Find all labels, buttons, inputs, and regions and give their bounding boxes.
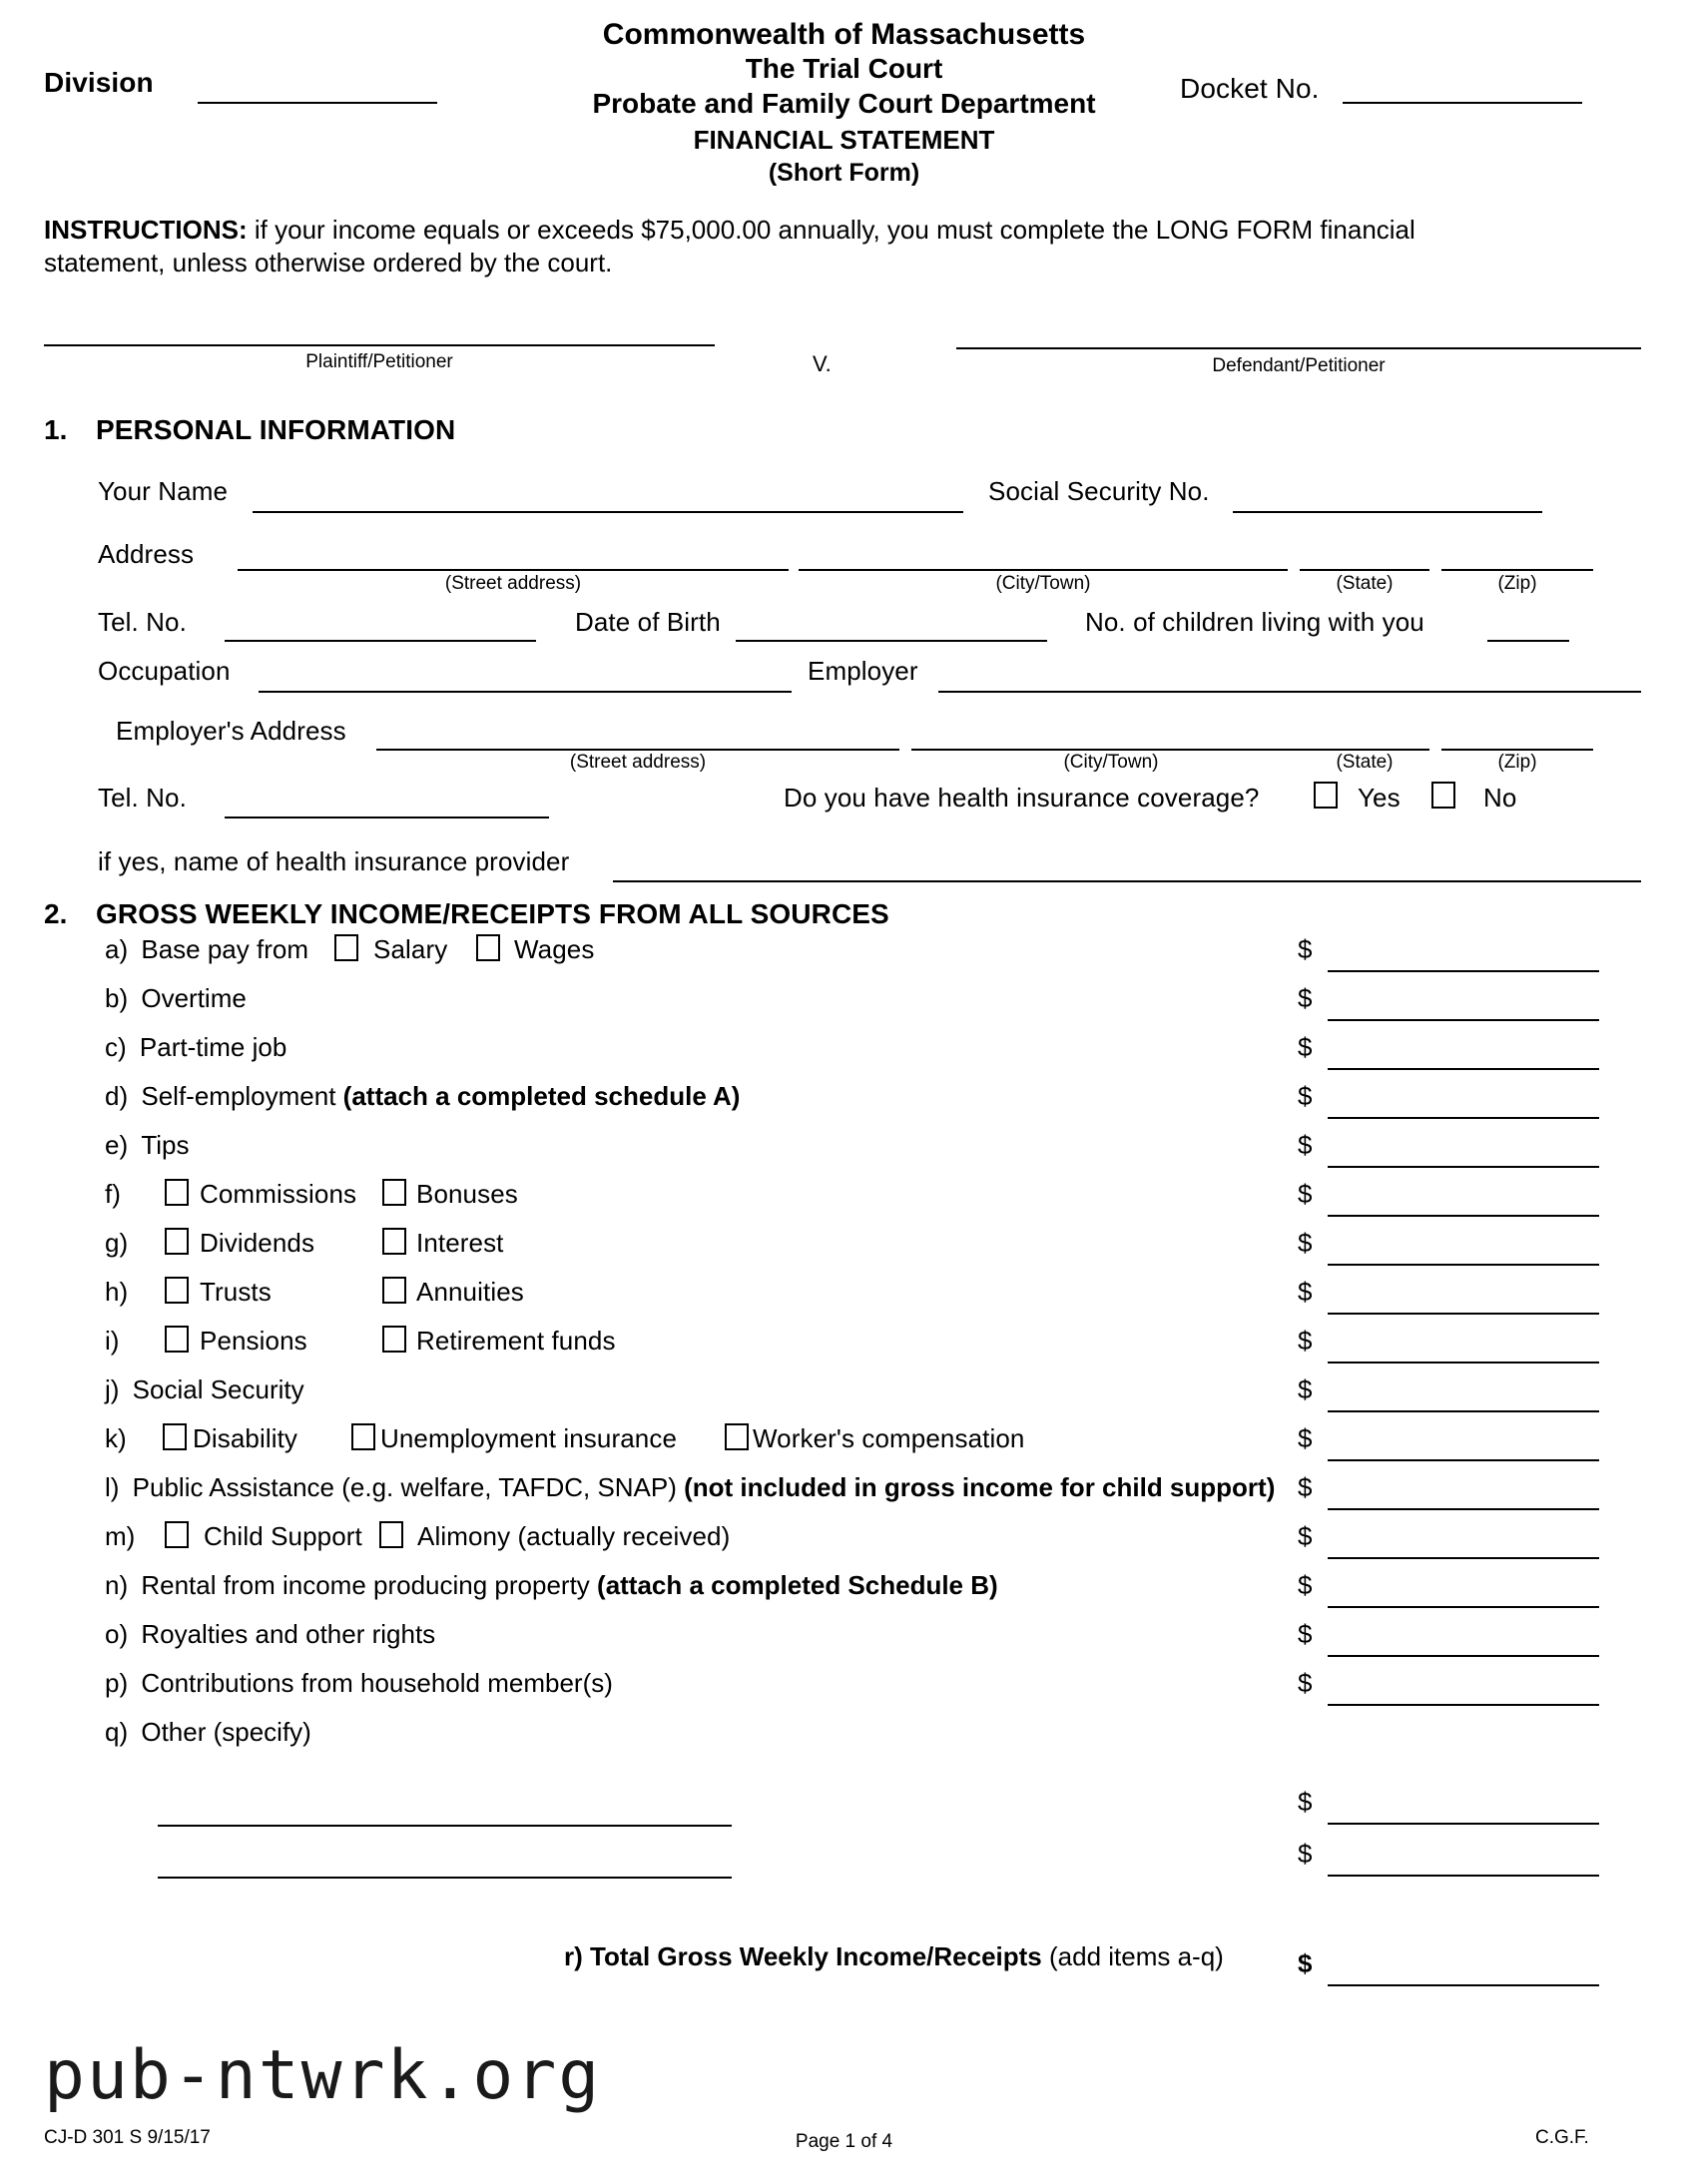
income-row-l-marker: l): [105, 1472, 120, 1502]
income-row-p: [105, 1668, 613, 1699]
court-title-line-1: Commonwealth of Massachusetts: [602, 18, 1086, 51]
amount-input-p[interactable]: [1328, 1704, 1599, 1706]
employer-label: Employer: [808, 656, 918, 686]
salary-checkbox[interactable]: [334, 934, 358, 961]
court-title-line-3: Probate and Family Court Department: [592, 88, 1096, 119]
income-row-q: [105, 1717, 311, 1748]
workers-compensation-label: Worker's compensation: [753, 1423, 1025, 1453]
amount-input-l[interactable]: [1328, 1508, 1599, 1510]
dividends-label: Dividends: [200, 1228, 315, 1258]
amount-input-o[interactable]: [1328, 1655, 1599, 1657]
employer-street-caption: (Street address): [569, 752, 707, 773]
income-row-i-marker: i): [105, 1326, 120, 1356]
disability-label: Disability: [193, 1423, 298, 1453]
amount-dollar-l: $: [1298, 1472, 1313, 1502]
child-support-label: Child Support: [204, 1521, 362, 1551]
income-row-a: [105, 934, 308, 965]
amount-dollar-k: $: [1298, 1423, 1313, 1453]
pensions-checkbox[interactable]: [165, 1326, 189, 1353]
amount-dollar-m: $: [1298, 1521, 1313, 1551]
retirement-funds-checkbox[interactable]: [382, 1326, 406, 1353]
income-row-m-marker: m): [105, 1521, 136, 1551]
income-row-e-text: Tips: [141, 1130, 190, 1160]
amount-input-f[interactable]: [1328, 1215, 1599, 1217]
total-gross-weekly-income-label: r) Total Gross Weekly Income/Receipts: [564, 1941, 1042, 1971]
alimony-label: Alimony (actually received): [417, 1521, 731, 1551]
employer-input-line[interactable]: [938, 691, 1641, 693]
income-row-c-marker: c): [105, 1032, 127, 1062]
amount-input-b[interactable]: [1328, 1019, 1599, 1021]
income-row-b-text: Overtime: [141, 983, 247, 1013]
address-zip-input-line[interactable]: [1441, 569, 1593, 571]
trusts-label: Trusts: [200, 1277, 272, 1307]
address-zip-caption: (Zip): [1497, 573, 1537, 594]
health-insurance-no-checkbox[interactable]: [1431, 782, 1455, 809]
amount-dollar-q2: $: [1298, 1839, 1313, 1869]
address-street-input-line[interactable]: [238, 569, 789, 571]
employer-city-input-line[interactable]: [911, 749, 1311, 751]
address-city-caption: (City/Town): [995, 573, 1091, 594]
income-row-a-marker: a): [105, 934, 129, 964]
income-row-p-text: Contributions from household member(s): [141, 1668, 613, 1698]
income-row-q-marker: q): [105, 1717, 129, 1747]
income-row-l: [105, 1472, 1275, 1503]
amount-input-q2[interactable]: [1328, 1875, 1599, 1877]
amount-input-i[interactable]: [1328, 1362, 1599, 1364]
income-row-a-text: Base pay from: [141, 934, 308, 964]
commissions-checkbox[interactable]: [165, 1179, 189, 1206]
income-row-n-bold: (attach a completed Schedule B): [597, 1570, 998, 1600]
salary-label: Salary: [373, 934, 448, 964]
amount-dollar-f: $: [1298, 1179, 1313, 1209]
amount-dollar-b: $: [1298, 983, 1313, 1013]
amount-input-j[interactable]: [1328, 1410, 1599, 1412]
amount-dollar-c: $: [1298, 1032, 1313, 1062]
income-row-e: [105, 1130, 190, 1161]
income-row-c-text: Part-time job: [139, 1032, 287, 1062]
docket-no-label: Docket No.: [1180, 73, 1320, 104]
address-state-input-line[interactable]: [1300, 569, 1429, 571]
children-count-input-line[interactable]: [1487, 640, 1569, 642]
other-specify-input-line-2[interactable]: [158, 1877, 732, 1879]
amount-input-m[interactable]: [1328, 1557, 1599, 1559]
employer-tel-no-label: Tel. No.: [98, 783, 187, 813]
amount-input-c[interactable]: [1328, 1068, 1599, 1070]
employer-state-caption: (State): [1336, 752, 1394, 773]
watermark-text: pub-ntwrk.org: [44, 2036, 602, 2115]
defendant-input-line[interactable]: [956, 347, 1641, 349]
amount-input-a[interactable]: [1328, 970, 1599, 972]
other-specify-input-line-1[interactable]: [158, 1825, 732, 1827]
income-row-q-text: Other (specify): [141, 1717, 311, 1747]
form-title: FINANCIAL STATEMENT: [693, 125, 995, 155]
amount-input-g[interactable]: [1328, 1264, 1599, 1266]
amount-dollar-o: $: [1298, 1619, 1313, 1649]
interest-checkbox[interactable]: [382, 1228, 406, 1255]
instructions-line-1: if your income equals or exceeds $75,000.00 annually, you must complete the LONG FORM financial: [247, 215, 1415, 245]
docket-no-input-line[interactable]: [1343, 102, 1582, 104]
income-row-g-marker: g): [105, 1228, 129, 1258]
health-insurance-no-label: No: [1483, 783, 1517, 813]
your-name-input-line[interactable]: [253, 511, 963, 513]
versus-label: V.: [813, 351, 832, 376]
income-row-e-marker: e): [105, 1130, 129, 1160]
court-title-line-2: The Trial Court: [745, 53, 943, 84]
trusts-checkbox[interactable]: [165, 1277, 189, 1304]
employer-zip-caption: (Zip): [1497, 752, 1537, 773]
employer-city-caption: (City/Town): [1063, 752, 1159, 773]
ssn-label: Social Security No.: [988, 476, 1210, 506]
amount-dollar-total: $: [1298, 1948, 1313, 1978]
alimony-checkbox[interactable]: [379, 1521, 403, 1548]
employer-tel-no-input-line[interactable]: [225, 817, 549, 819]
unemployment-insurance-label: Unemployment insurance: [380, 1423, 678, 1453]
amount-dollar-j: $: [1298, 1374, 1313, 1404]
income-row-c: [105, 1032, 286, 1063]
employers-address-label: Employer's Address: [116, 716, 346, 746]
health-provider-label: if yes, name of health insurance provider: [98, 846, 570, 876]
income-row-p-marker: p): [105, 1668, 129, 1698]
amount-dollar-g: $: [1298, 1228, 1313, 1258]
division-label: Division: [44, 67, 154, 98]
occupation-input-line[interactable]: [259, 691, 792, 693]
employer-state-input-line[interactable]: [1300, 749, 1429, 751]
amount-input-d[interactable]: [1328, 1117, 1599, 1119]
amount-input-k[interactable]: [1328, 1459, 1599, 1461]
income-row-o-text: Royalties and other rights: [141, 1619, 436, 1649]
section-1-number: 1.: [44, 414, 68, 445]
ssn-input-line[interactable]: [1233, 511, 1542, 513]
unemployment-insurance-checkbox[interactable]: [351, 1423, 375, 1450]
annuities-checkbox[interactable]: [382, 1277, 406, 1304]
address-state-caption: (State): [1336, 573, 1394, 594]
footer-initials: C.G.F.: [1535, 2127, 1589, 2148]
amount-dollar-h: $: [1298, 1277, 1313, 1307]
income-row-h-marker: h): [105, 1277, 129, 1307]
date-of-birth-input-line[interactable]: [736, 640, 1047, 642]
amount-input-e[interactable]: [1328, 1166, 1599, 1168]
amount-input-h[interactable]: [1328, 1313, 1599, 1315]
address-street-caption: (Street address): [444, 573, 582, 594]
health-insurance-yes-checkbox[interactable]: [1314, 782, 1338, 809]
amount-dollar-p: $: [1298, 1668, 1313, 1698]
employer-street-input-line[interactable]: [376, 749, 899, 751]
section-2-number: 2.: [44, 898, 68, 929]
disability-checkbox[interactable]: [163, 1423, 187, 1450]
commissions-label: Commissions: [200, 1179, 357, 1209]
interest-label: Interest: [416, 1228, 504, 1258]
date-of-birth-label: Date of Birth: [575, 607, 721, 637]
income-row-j-text: Social Security: [132, 1374, 304, 1404]
health-insurance-yes-label: Yes: [1358, 783, 1401, 813]
bonuses-label: Bonuses: [416, 1179, 518, 1209]
tel-no-input-line[interactable]: [225, 640, 536, 642]
amount-dollar-d: $: [1298, 1081, 1313, 1111]
children-count-label: No. of children living with you: [1085, 607, 1424, 637]
plaintiff-caption: Plaintiff/Petitioner: [305, 351, 453, 372]
amount-input-n[interactable]: [1328, 1606, 1599, 1608]
income-row-f-marker: f): [105, 1179, 121, 1209]
plaintiff-input-line[interactable]: [44, 344, 715, 346]
income-row-l-bold: (not included in gross income for child support): [684, 1472, 1276, 1502]
bonuses-checkbox[interactable]: [382, 1179, 406, 1206]
footer-form-id: CJ-D 301 S 9/15/17: [44, 2127, 211, 2148]
wages-label: Wages: [514, 934, 595, 964]
amount-dollar-q1: $: [1298, 1787, 1313, 1817]
income-row-n-marker: n): [105, 1570, 129, 1600]
total-gross-weekly-income-row: [564, 1941, 1224, 1972]
pensions-label: Pensions: [200, 1326, 307, 1356]
income-row-j-marker: j): [105, 1374, 120, 1404]
income-row-b-marker: b): [105, 983, 129, 1013]
footer-page-number: Page 1 of 4: [795, 2131, 893, 2152]
income-row-n-text: Rental from income producing property: [141, 1570, 598, 1600]
address-label: Address: [98, 539, 195, 569]
income-row-d-marker: d): [105, 1081, 129, 1111]
amount-dollar-e: $: [1298, 1130, 1313, 1160]
income-row-l-text: Public Assistance (e.g. welfare, TAFDC, SNAP): [132, 1472, 685, 1502]
income-row-n: [105, 1570, 998, 1601]
income-row-b: [105, 983, 247, 1014]
employer-zip-input-line[interactable]: [1441, 749, 1593, 751]
retirement-funds-label: Retirement funds: [416, 1326, 616, 1356]
income-row-d-text: Self-employment: [141, 1081, 343, 1111]
tel-no-label: Tel. No.: [98, 607, 187, 637]
amount-dollar-a: $: [1298, 934, 1313, 964]
occupation-label: Occupation: [98, 656, 231, 686]
your-name-label: Your Name: [98, 476, 229, 506]
amount-input-q1[interactable]: [1328, 1823, 1599, 1825]
income-row-o: [105, 1619, 435, 1650]
health-insurance-question: Do you have health insurance coverage?: [784, 783, 1260, 813]
instructions-bold-label: INSTRUCTIONS:: [44, 215, 248, 245]
section-1-title: PERSONAL INFORMATION: [96, 414, 456, 445]
section-2-title: GROSS WEEKLY INCOME/RECEIPTS FROM ALL SOURCES: [96, 898, 889, 929]
form-subtitle: (Short Form): [768, 159, 920, 187]
health-provider-input-line[interactable]: [613, 880, 1641, 882]
workers-compensation-checkbox[interactable]: [725, 1423, 749, 1450]
income-row-o-marker: o): [105, 1619, 129, 1649]
dividends-checkbox[interactable]: [165, 1228, 189, 1255]
instructions-line-2: statement, unless otherwise ordered by the court.: [44, 248, 613, 277]
defendant-caption: Defendant/Petitioner: [1212, 355, 1386, 376]
annuities-label: Annuities: [416, 1277, 524, 1307]
income-row-j: [105, 1374, 304, 1405]
income-row-d-bold: (attach a completed schedule A): [342, 1081, 741, 1111]
income-row-k-marker: k): [105, 1423, 127, 1453]
amount-dollar-n: $: [1298, 1570, 1313, 1600]
instructions-block: [44, 213, 1641, 247]
amount-dollar-i: $: [1298, 1326, 1313, 1356]
total-gross-weekly-income-note: (add items a-q): [1041, 1941, 1224, 1971]
address-city-input-line[interactable]: [799, 569, 1288, 571]
child-support-checkbox[interactable]: [165, 1521, 189, 1548]
wages-checkbox[interactable]: [476, 934, 500, 961]
amount-input-total[interactable]: [1328, 1984, 1599, 1986]
income-row-d: [105, 1081, 740, 1112]
